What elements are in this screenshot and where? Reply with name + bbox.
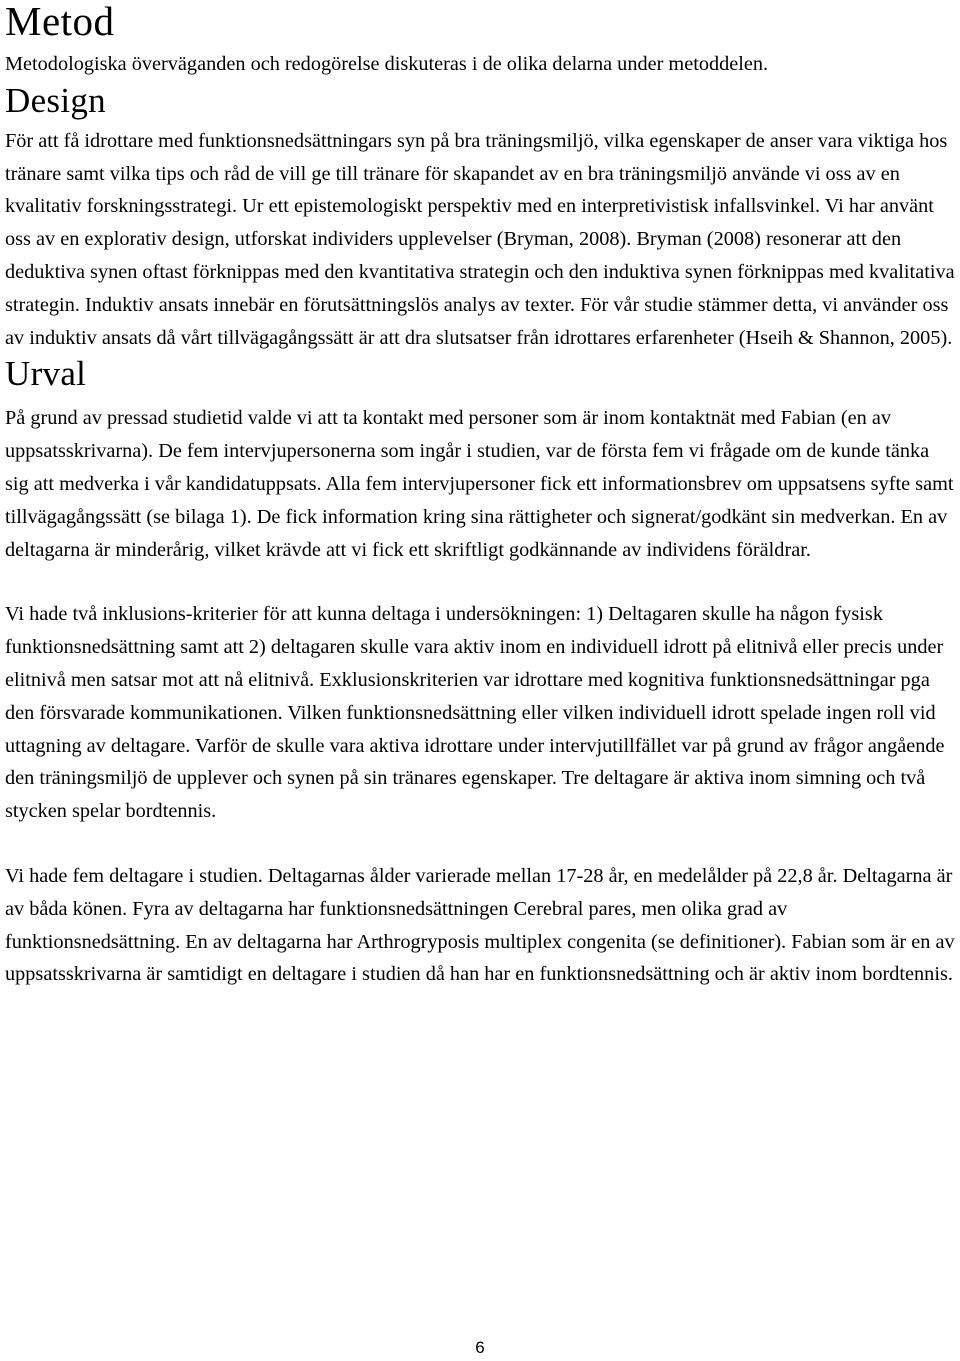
- page-number: 6: [475, 1338, 485, 1357]
- page-title: Metod: [5, 0, 115, 44]
- urval-heading: Urval: [5, 354, 87, 394]
- design-paragraph: För att få idrottare med funktionsnedsättningars syn på bra träningsmiljö, vilka egenskaper de anser vara viktiga hos tränare samt vilka tips och råd de vill ge till tränare för skapandet av en bra träningsmiljö använde vi oss av en kvalitativ forskningsstrategi. Ur ett epistemologiskt perspektiv med en interpretivistisk infallsvinkel. Vi har använt oss av en explorativ design, utforskat individers upplevelser (Bryman, 2008). Bryman (2008) resonerar att den deduktiva synen oftast förknippas med den kvantitativa strategin och den induktiva synen förknippas med kvalitativa strategin. Induktiv ansats innebär en förutsättningslös analys av texter. För vår studie stämmer detta, vi använder oss av induktiv ansats då vårt tillvägagångssätt är att dra slutsatser från idrottares erfarenheter (Hseih & Shannon, 2005).: [5, 129, 955, 349]
- urval-paragraph-2: Vi hade två inklusions-kriterier för att kunna deltaga i undersökningen: 1) Deltagaren skulle ha någon fysisk funktionsnedsättning samt att 2) deltagaren skulle vara aktiv inom en individuell idrott på elitnivå eller precis under elitnivå men satsar mot att nå elitnivå. Exklusionskriterien var idrottare med kognitiva funktionsnedsättningar pga den försvarade kommunikationen. Vilken funktionsnedsättning eller vilken individuell idrott spelade ingen roll vid uttagning av deltagare. Varför de skulle vara aktiva idrottare under intervjutillfället var på grund av frågor angående den träningsmiljö de upplever och synen på sin tränares egenskaper. Tre deltagare är aktiva inom simning och två stycken spelar bordtennis.: [5, 603, 945, 823]
- design-heading: Design: [5, 80, 106, 120]
- document-page: [5, 0, 957, 991]
- urval-paragraph-1: På grund av pressad studietid valde vi att ta kontakt med personer som är inom kontaktnät med Fabian (en av uppsatsskrivarna). De fem intervjupersonerna som ingår i studien, var de första fem vi frågade om de kunde tänka sig att medverka i vår kandidatuppsats. Alla fem intervjupersoner fick ett informationsbrev om uppsatsens syfte samt tillvägagångssätt (se bilaga 1). De fick information kring sina rättigheter och signerat/godkänt sin medverkan. En av deltagarna är minderårig, vilket krävde att vi fick ett skriftligt godkännande av individens föräldrar.: [5, 407, 954, 561]
- urval-paragraph-3: Vi hade fem deltagare i studien. Deltagarnas ålder varierade mellan 17-28 år, en medelålder på 22,8 år. Deltagarna är av båda könen. Fyra av deltagarna har funktionsnedsättningen Cerebral pares, men olika grad av funktionsnedsättning. En av deltagarna har Arthrogryposis multiplex congenita (se definitioner). Fabian som är en av uppsatsskrivarna är samtidigt en deltagare i studien då han har en funktionsnedsättning och är aktiv inom bordtennis.: [5, 864, 955, 986]
- intro-paragraph: Metodologiska överväganden och redogörelse diskuteras i de olika delarna under metoddelen.: [5, 53, 769, 75]
